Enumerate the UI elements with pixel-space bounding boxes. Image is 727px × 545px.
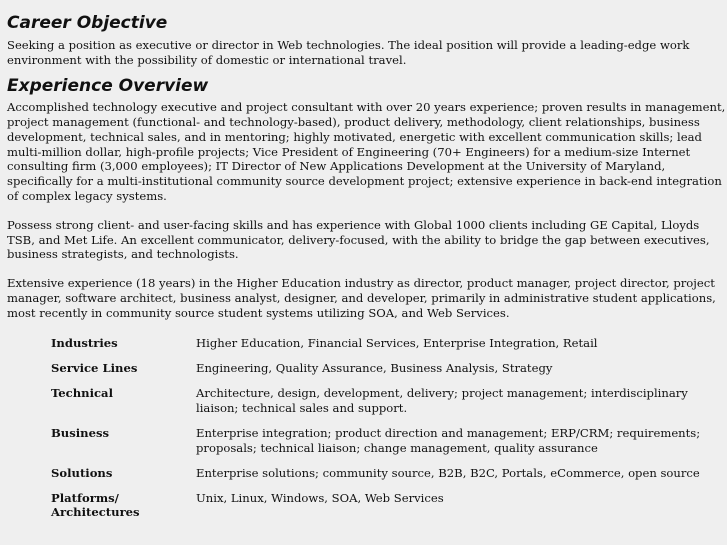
table-row (51, 466, 727, 491)
skill-value: Higher Education, Financial Services, Enterprise Integration, Retail (196, 336, 598, 350)
table-row (51, 491, 727, 531)
table-row (51, 361, 727, 386)
skill-label: Business (51, 425, 110, 440)
skill-value: Enterprise integration; product direction and management; ERP/CRM; requirements; proposals; technical liaison; change management, quality assurance (196, 425, 701, 455)
skills-table (51, 335, 727, 530)
skill-label: Technical (51, 385, 113, 400)
skill-label: Solutions (51, 465, 113, 480)
experience-overview-heading: Experience Overview (7, 76, 209, 97)
table-row (51, 426, 727, 466)
experience-paragraph: Possess strong client- and user-facing skills and has experience with Global 1000 clients including GE Capital, Lloyds TSB, and Met Life. An excellent communicator, delivery-focused, with the ability to bridge the gap between executives, business strategists, and technologists. (7, 217, 710, 262)
skill-value: Architecture, design, development, delivery; project management; interdisciplinary liaison; technical sales and support. (196, 385, 688, 415)
experience-paragraph: Extensive experience (18 years) in the Higher Education industry as director, product manager, project director, project manager, software architect, business analyst, designer, and developer, primarily in administrative student applications, most recently in community source student systems utilizing SOA, and Web Services. (7, 276, 716, 320)
skill-label: Platforms/ Architectures (51, 490, 140, 520)
career-objective-heading: Career Objective (7, 13, 168, 33)
skill-value: Enterprise solutions; community source, B2B, B2C, Portals, eCommerce, open source (196, 465, 700, 480)
table-row (51, 335, 727, 361)
experience-paragraph: Accomplished technology executive and project consultant with over 20 years experience; proven results in management, project management (functional- and technology-based), product delivery, methodology, client relationships, business development, technical sales, and in mentoring; highly motivated, energetic with excellent communication skills; lead multi-million dollar, high-profile projects; Vice President of Engineering (70+ Engineers) for a medium-size Internet consulting firm (3,000 employees); IT Director of New Applications Development at the University of Maryland, specifically for a multi-institutional community source development project; extensive experience in back-end integration of complex legacy systems. (7, 100, 726, 203)
table-row (51, 386, 727, 426)
skill-value: Engineering, Quality Assurance, Business Analysis, Strategy (196, 360, 553, 375)
skill-label: Service Lines (51, 360, 138, 375)
skill-value: Unix, Linux, Windows, SOA, Web Services (196, 490, 444, 505)
resume-page (7, 0, 727, 321)
skill-label: Industries (51, 336, 118, 350)
career-objective-text: Seeking a position as executive or director in Web technologies. The ideal position will provide a leading-edge work environment with the possibility of domestic or international travel. (7, 38, 690, 67)
